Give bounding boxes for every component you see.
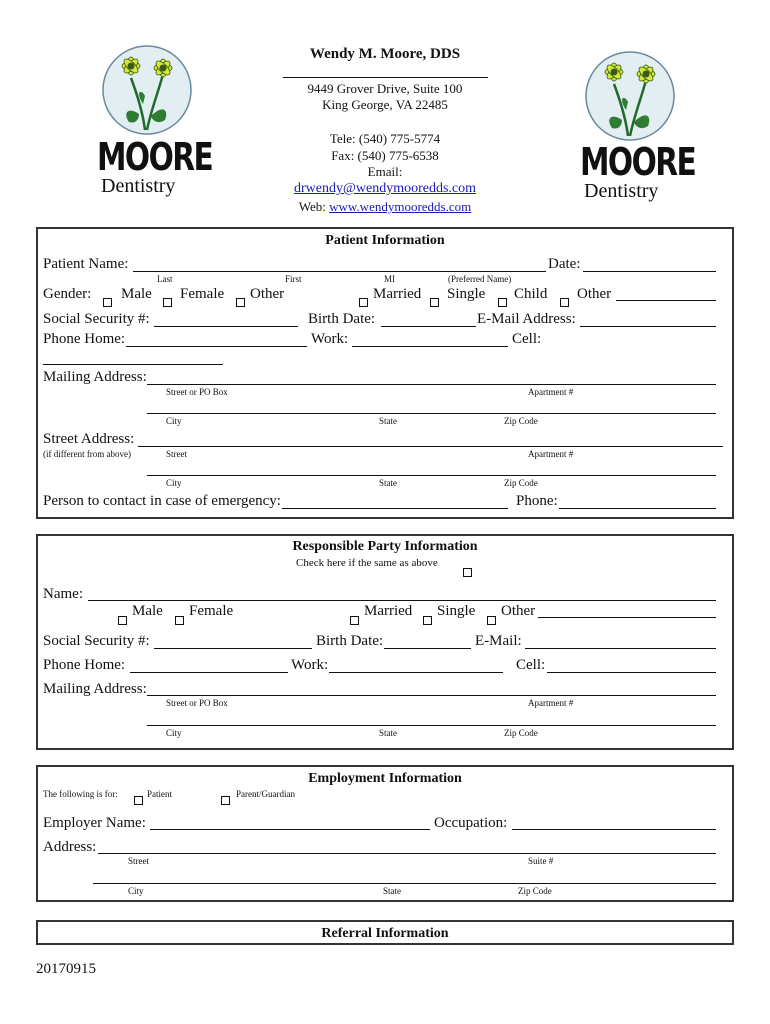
occupation-label: Occupation: [434, 815, 508, 831]
zip-caption-2: Zip Code [504, 478, 538, 488]
email-address-field[interactable] [580, 326, 716, 327]
female-label: Female [180, 286, 225, 302]
emp-address-label: Address: [43, 839, 97, 855]
emp-city-field[interactable] [93, 883, 716, 884]
city-caption: City [166, 416, 182, 426]
city-caption-2: City [166, 478, 182, 488]
check-same-label: Check here if the same as above [296, 557, 438, 569]
rp-work-label: Work: [291, 657, 329, 673]
date-field[interactable] [583, 271, 716, 272]
rp-female-label: Female [189, 603, 234, 619]
married-label: Married [373, 286, 422, 302]
rp-male-checkbox[interactable] [118, 616, 127, 625]
apartment-caption-2: Apartment # [528, 449, 574, 459]
rp-other-checkbox[interactable] [487, 616, 496, 625]
rp-name-field[interactable] [88, 600, 716, 601]
emp-state-caption: State [383, 886, 401, 896]
email-label: Email: [367, 164, 403, 179]
email-address-label: E-Mail Address: [477, 311, 576, 327]
street-address-label: Street Address: [43, 431, 135, 447]
patient-section-title: Patient Information [325, 233, 445, 248]
address-line-1: 9449 Grover Drive, Suite 100 [307, 81, 463, 96]
if-different-caption: (if different from above) [43, 449, 132, 459]
ssn-label: Social Security #: [43, 311, 150, 327]
rp-other-field[interactable] [538, 617, 716, 618]
work-label: Work: [311, 331, 349, 347]
telephone: Tele: (540) 775-5774 [329, 131, 441, 146]
emp-patient-checkbox[interactable] [134, 796, 143, 805]
referral-section-title: Referral Information [321, 926, 449, 941]
rp-apartment-caption: Apartment # [528, 698, 574, 708]
same-as-above-checkbox[interactable] [463, 568, 472, 577]
rp-phone-home-label: Phone Home: [43, 657, 126, 673]
single-label: Single [447, 286, 486, 302]
rp-other-label: Other [501, 603, 536, 619]
female-checkbox[interactable] [163, 298, 172, 307]
rp-email-field[interactable] [525, 648, 716, 649]
other-gender-label: Other [250, 286, 285, 302]
mailing-address-label: Mailing Address: [43, 369, 147, 385]
street-caption: Street [166, 449, 187, 459]
rp-email-label: E-Mail: [475, 633, 522, 649]
sub-mi: MI [384, 274, 395, 284]
emp-patient-label: Patient [147, 789, 172, 799]
emp-parent-checkbox[interactable] [221, 796, 230, 805]
date-label: Date: [548, 256, 581, 272]
cell-field[interactable] [43, 364, 223, 365]
emergency-phone-label: Phone: [516, 493, 558, 509]
emp-address-field[interactable] [98, 853, 716, 854]
emergency-contact-label: Person to contact in case of emergency: [43, 493, 281, 509]
mailing-city-field[interactable] [147, 413, 716, 414]
rp-married-label: Married [364, 603, 413, 619]
emergency-phone-field[interactable] [559, 508, 716, 509]
rp-female-checkbox[interactable] [175, 616, 184, 625]
rp-street-po-caption: Street or PO Box [166, 698, 228, 708]
following-for-label: The following is for: [43, 789, 118, 799]
child-checkbox[interactable] [498, 298, 507, 307]
sub-first: First [285, 274, 302, 284]
rp-work-field[interactable] [329, 672, 503, 673]
rp-city-caption: City [166, 728, 182, 738]
other-gender-checkbox[interactable] [236, 298, 245, 307]
employment-section-title: Employment Information [308, 771, 462, 786]
web-line [250, 199, 520, 214]
logo-sub-right: Dentistry [584, 180, 659, 202]
phone-home-label: Phone Home: [43, 331, 126, 347]
web-link[interactable]: www.wendymooredds.com [329, 199, 472, 214]
emp-suite-caption: Suite # [528, 856, 554, 866]
rp-name-label: Name: [43, 586, 83, 602]
male-label: Male [121, 286, 152, 302]
apartment-caption: Apartment # [528, 387, 574, 397]
form-code: 20170915 [36, 961, 96, 977]
rp-city-field[interactable] [147, 725, 716, 726]
sub-preferred: (Preferred Name) [448, 274, 512, 284]
phone-home-field[interactable] [126, 346, 307, 347]
cell-label: Cell: [512, 331, 542, 347]
logo-sub-left: Dentistry [101, 175, 176, 197]
rp-ssn-field[interactable] [154, 648, 312, 649]
mailing-address-field[interactable] [147, 384, 716, 385]
flower-logo-icon [582, 50, 678, 142]
other-status-checkbox[interactable] [560, 298, 569, 307]
single-checkbox[interactable] [430, 298, 439, 307]
rp-mailing-field[interactable] [147, 695, 716, 696]
child-label: Child [514, 286, 548, 302]
sub-last: Last [157, 274, 173, 284]
occupation-field[interactable] [512, 829, 716, 830]
email-link[interactable]: drwendy@wendymooredds.com [293, 181, 477, 196]
street-po-caption: Street or PO Box [166, 387, 228, 397]
header-divider [283, 77, 488, 78]
male-checkbox[interactable] [103, 298, 112, 307]
emp-zip-caption: Zip Code [518, 886, 552, 896]
fax: Fax: (540) 775-6538 [331, 148, 439, 163]
street-address-field[interactable] [138, 446, 723, 447]
rp-male-label: Male [132, 603, 163, 619]
work-field[interactable] [352, 346, 508, 347]
birth-date-label: Birth Date: [308, 311, 376, 327]
emp-parent-label: Parent/Guardian [236, 789, 295, 799]
rp-mailing-label: Mailing Address: [43, 681, 147, 697]
rp-zip-caption: Zip Code [504, 728, 538, 738]
other-status-label: Other [577, 286, 612, 302]
emp-street-caption: Street [128, 856, 149, 866]
email-link-wrap [260, 181, 510, 197]
rp-single-checkbox[interactable] [423, 616, 432, 625]
street-city-field[interactable] [147, 475, 716, 476]
rp-state-caption: State [379, 728, 397, 738]
employer-name-field[interactable] [150, 829, 430, 830]
state-caption: State [379, 416, 397, 426]
rp-phone-home-field[interactable] [130, 672, 288, 673]
rp-married-checkbox[interactable] [350, 616, 359, 625]
emp-city-caption: City [128, 886, 144, 896]
state-caption-2: State [379, 478, 397, 488]
employer-name-label: Employer Name: [43, 815, 146, 831]
rp-ssn-label: Social Security #: [43, 633, 150, 649]
web-label: Web: [298, 199, 326, 214]
rp-birth-label: Birth Date: [316, 633, 384, 649]
logo-brand: MOORE [97, 135, 213, 179]
address-line-2: King George, VA 22485 [322, 97, 448, 112]
zip-caption: Zip Code [504, 416, 538, 426]
married-checkbox[interactable] [359, 298, 368, 307]
rp-birth-field[interactable] [384, 648, 471, 649]
rp-cell-field[interactable] [547, 672, 716, 673]
logo-brand: MOORE [580, 140, 696, 184]
emergency-contact-field[interactable] [282, 508, 508, 509]
flower-logo-icon [99, 44, 195, 136]
patient-name-label: Patient Name: [43, 256, 129, 272]
other-status-field[interactable] [616, 300, 716, 301]
patient-name-field[interactable] [133, 271, 546, 272]
gender-label: Gender: [43, 286, 92, 302]
rp-single-label: Single [437, 603, 476, 619]
birth-date-field[interactable] [381, 326, 476, 327]
ssn-field[interactable] [154, 326, 298, 327]
practice-name: Wendy M. Moore, DDS [309, 46, 461, 62]
rp-cell-label: Cell: [516, 657, 546, 673]
responsible-section-title: Responsible Party Information [292, 539, 478, 554]
